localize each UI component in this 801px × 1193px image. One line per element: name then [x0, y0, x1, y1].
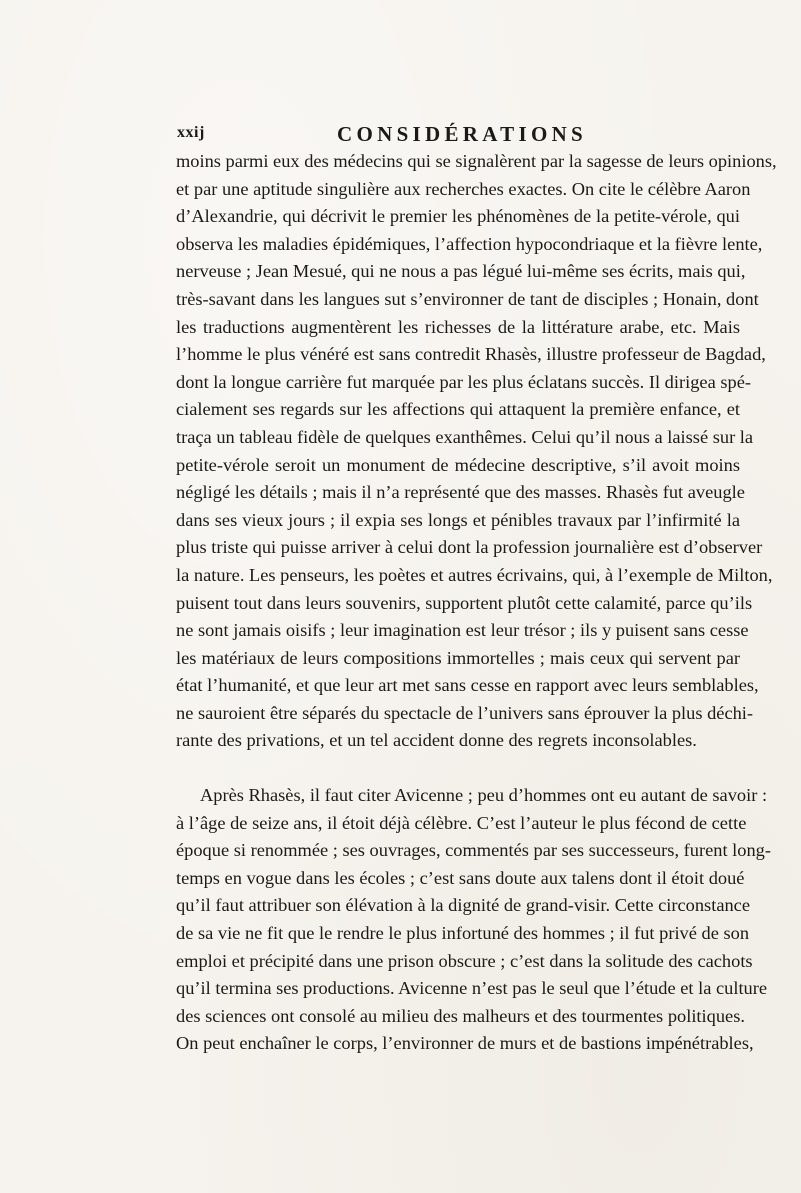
text-line: petite-vérole seroit un monument de médecine descriptive, s’il avoit moins — [176, 454, 740, 475]
text-line: les traductions augmentèrent les richesses de la littérature arabe, etc. Mais — [176, 316, 740, 337]
text-line: observa les maladies épidémiques, l’affection hypocondriaque et la fièvre lente, — [176, 233, 763, 254]
page-header — [177, 124, 737, 150]
text-line: la nature. Les penseurs, les poètes et autres écrivains, qui, à l’exemple de Milton, — [176, 564, 773, 585]
text-line: et par une aptitude singulière aux recherches exactes. On cite le célèbre Aaron — [176, 178, 751, 199]
paragraph — [176, 148, 777, 755]
text-line: qu’il faut attribuer son élévation à la dignité de grand-visir. Cette circonstance — [176, 895, 750, 916]
text-line: nerveuse ; Jean Mesué, qui ne nous a pas légué lui-même ses écrits, mais qui, — [176, 261, 746, 282]
text-line: des sciences ont consolé au milieu des malheurs et des tourmentes politiques. — [176, 1005, 745, 1026]
text-line: moins parmi eux des médecins qui se signalèrent par la sagesse de leurs opinions, — [176, 151, 777, 171]
text-line: dont la longue carrière fut marquée par les plus éclatans succès. Il dirigea spé- — [176, 371, 751, 392]
text-line: les matériaux de leurs compositions immortelles ; mais ceux qui servent par — [176, 647, 740, 668]
text-line: époque si renommée ; ses ouvrages, commentés par ses successeurs, furent long- — [176, 840, 771, 861]
text-line: état l’humanité, et que leur art met sans cesse en rapport avec leurs semblables, — [176, 675, 759, 696]
text-line: On peut enchaîner le corps, l’environner de murs et de bastions impénétrables, — [176, 1033, 754, 1054]
text-line: puisent tout dans leurs souvenirs, supportent plutôt cette calamité, parce qu’ils — [176, 592, 753, 613]
body-text — [176, 148, 777, 1058]
text-line: qu’il termina ses productions. Avicenne n’est pas le seul que l’étude et la culture — [176, 978, 768, 999]
text-line: ne sont jamais oisifs ; leur imagination est leur trésor ; ils y puisent sans cesse — [176, 620, 749, 641]
paragraph-gap — [176, 755, 740, 782]
text-line: emploi et précipité dans une prison obscure ; c’est dans la solitude des cachots — [176, 950, 753, 971]
text-line: Après Rhasès, il faut citer Avicenne ; peu d’hommes ont eu autant de savoir : — [200, 785, 768, 806]
paragraph — [176, 782, 771, 1058]
text-line: très-savant dans les langues sut s’environner de tant de disciples ; Honain, dont — [176, 288, 759, 309]
text-line: plus triste qui puisse arriver à celui dont la profession journalière est d’observer — [176, 537, 763, 558]
running-title: CONSIDÉRATIONS — [337, 122, 588, 146]
text-line: temps en vogue dans les écoles ; c’est sans doute aux talens dont il étoit doué — [176, 867, 745, 888]
text-line: à l’âge de seize ans, il étoit déjà célèbre. C’est l’auteur le plus fécond de cette — [176, 812, 747, 833]
text-line: d’Alexandrie, qui décrivit le premier les phénomènes de la petite-vérole, qui — [176, 206, 740, 227]
text-line: de sa vie ne fit que le rendre le plus infortuné des hommes ; il fut privé de son — [176, 923, 750, 944]
text-line: rante des privations, et un tel accident donne des regrets inconsolables. — [176, 730, 697, 751]
text-line: traça un tableau fidèle de quelques exanthêmes. Celui qu’il nous a laissé sur la — [176, 426, 754, 447]
text-line: cialement ses regards sur les affections qui attaquent la première enfance, et — [176, 399, 740, 420]
text-line: dans ses vieux jours ; il expia ses longs et pénibles travaux par l’infirmité la — [176, 509, 740, 530]
page-number: xxij — [177, 124, 205, 141]
text-line: ne sauroient être séparés du spectacle de l’univers sans éprouver la plus déchi- — [176, 702, 754, 723]
text-line: négligé les détails ; mais il n’a représenté que des masses. Rhasès fut aveugle — [176, 482, 745, 503]
text-line: l’homme le plus vénéré est sans contredit Rhasès, illustre professeur de Bagdad, — [176, 344, 766, 365]
